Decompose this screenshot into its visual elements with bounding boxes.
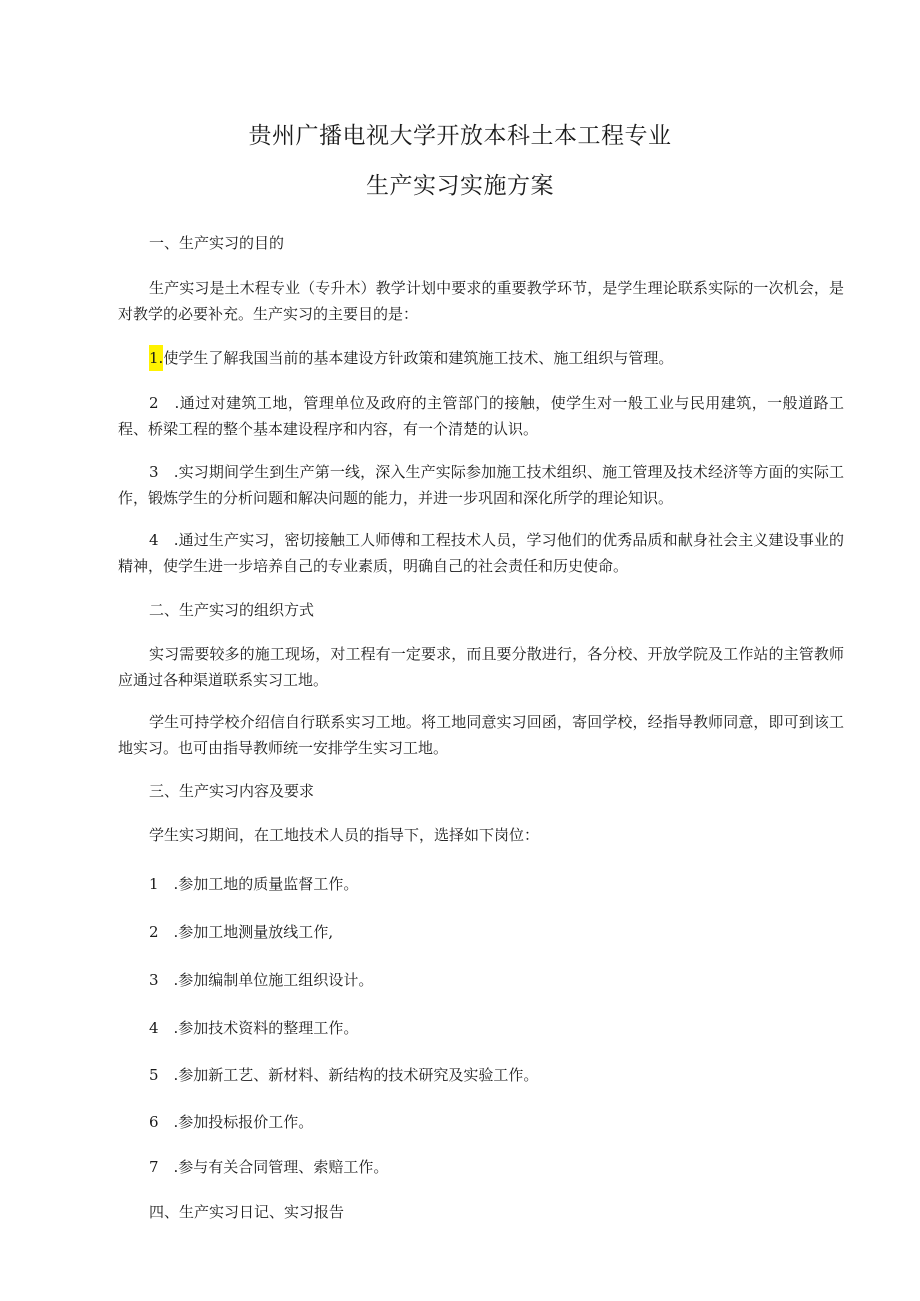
- section1-item3: 3 .实习期间学生到生产第一线，深入生产实际参加施工技术组织、施工管理及技术经济等方面的实际工作，锻炼学生的分析问题和解决问题的能力，并进一步巩固和深化所学的理论知识。: [118, 463, 844, 507]
- section2-para1: 实习需要较多的施工现场，对工程有一定要求，而且要分散进行，各分校、开放学院及工作站的主管教师应通过各种渠道联系实习工地。: [118, 645, 844, 689]
- section3-intro: 学生实习期间，在工地技术人员的指导下，选择如下岗位：: [149, 826, 540, 844]
- section3-item: 1 .参加工地的质量监督工作。: [149, 875, 359, 893]
- section1-item1: [149, 345, 673, 371]
- section3-item: 4 .参加技术资料的整理工作。: [149, 1019, 359, 1037]
- section1-item4: 4 .通过生产实习，密切接触工人师傅和工程技术人员，学习他们的优秀品质和献身社会主义建设事业的精神，使学生进一步培养自己的专业素质，明确自己的社会责任和历史使命。: [118, 531, 844, 575]
- section3-item: 3 .参加编制单位施工组织设计。: [149, 971, 374, 989]
- section3-item: 5 .参加新工艺、新材料、新结构的技术研究及实验工作。: [149, 1066, 539, 1084]
- section1-item2: 2 .通过对建筑工地，管理单位及政府的主管部门的接触，使学生对一般工业与民用建筑，一般道路工程、桥梁工程的整个基本建设程序和内容，有一个清楚的认识。: [118, 394, 844, 438]
- section4-heading: 四、生产实习日记、实习报告: [149, 1203, 345, 1221]
- section2-para2: 学生可持学校介绍信自行联系实习工地。将工地同意实习回函，寄回学校，经指导教师同意，即可到该工地实习。也可由指导教师统一安排学生实习工地。: [118, 713, 844, 757]
- section3-item: 6 .参加投标报价工作。: [149, 1113, 314, 1131]
- document-title-line2: 生产实习实施方案: [366, 173, 554, 199]
- highlighted-number: 1.: [149, 345, 163, 371]
- section1-item1-text: 使学生了解我国当前的基本建设方针政策和建筑施工技术、施工组织与管理。: [163, 349, 674, 367]
- section1-heading: 一、生产实习的目的: [149, 234, 285, 252]
- section2-heading: 二、生产实习的组织方式: [149, 601, 315, 619]
- section3-heading: 三、生产实习内容及要求: [149, 782, 315, 800]
- section3-item: 7 .参与有关合同管理、索赔工作。: [149, 1158, 389, 1176]
- document-title-line1: 贵州广播电视大学开放本科土本工程专业: [248, 123, 672, 149]
- section3-item: 2 .参加工地测量放线工作,: [149, 923, 334, 941]
- section1-intro: 生产实习是土木程专业（专升木）教学计划中要求的重要教学环节，是学生理论联系实际的一次机会，是对教学的必要补充。生产实习的主要目的是：: [118, 279, 844, 323]
